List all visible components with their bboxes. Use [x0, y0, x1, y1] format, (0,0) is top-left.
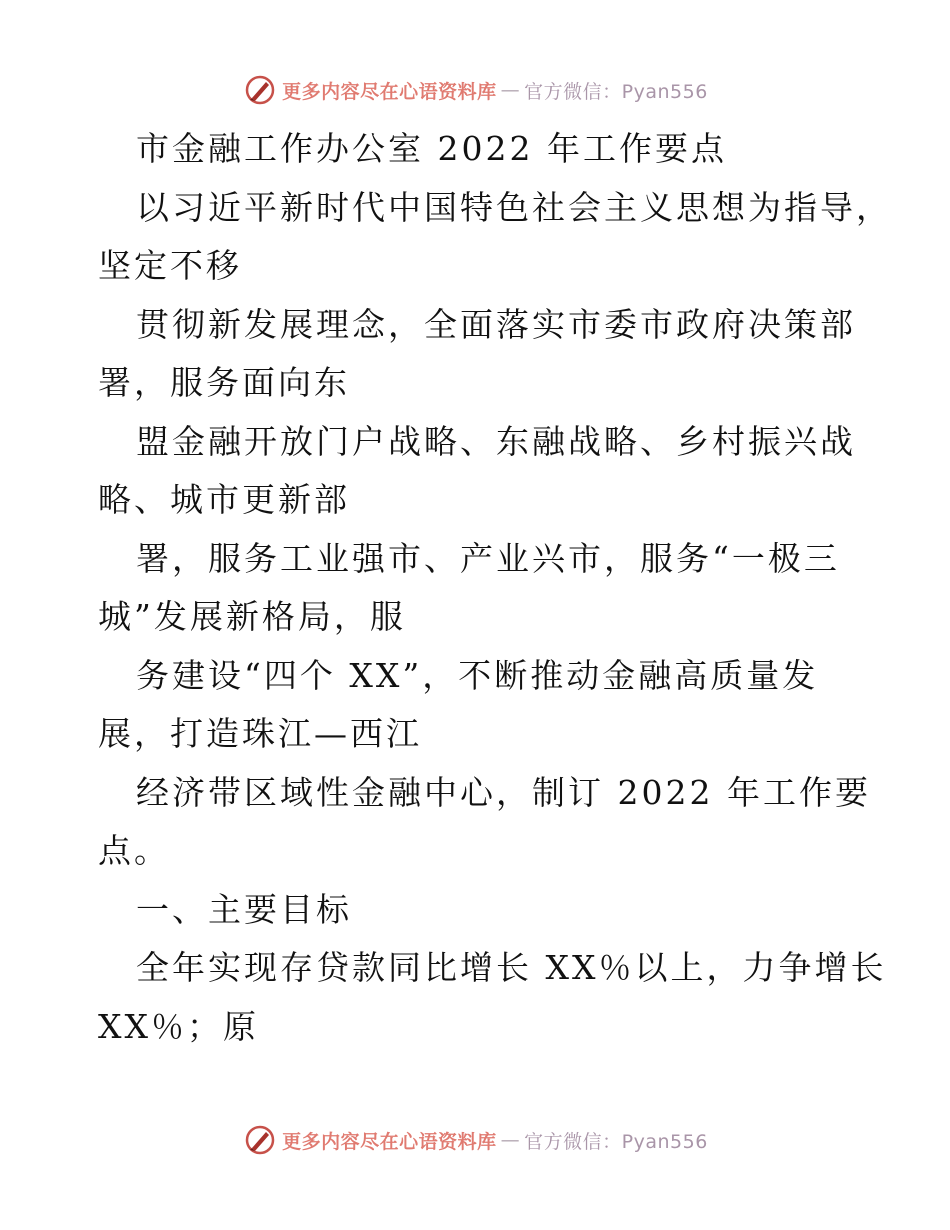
document-line: 全年实现存贷款同比增长 XX％以上，力争增长: [136, 948, 887, 987]
document-line: 经济带区域性金融中心，制订 2022 年工作要: [136, 772, 871, 812]
document-line: 署，服务工业强市、产业兴市，服务“一极三: [136, 538, 840, 578]
document-line: XX％；原: [98, 1006, 259, 1046]
document-line: 展，打造珠江—西江: [98, 714, 422, 753]
watermark-separator: —: [500, 79, 521, 101]
document-line: 坚定不移: [98, 246, 242, 285]
header-watermark: [0, 70, 950, 110]
document-line: 署，服务面向东: [98, 363, 350, 402]
document-line: 以习近平新时代中国特色社会主义思想为指导，: [136, 187, 892, 227]
pen-logo-icon: [242, 72, 278, 108]
watermark-wechat-text: 官方微信：Pyan556: [524, 80, 708, 103]
watermark-site-text: 更多内容尽在心语资料库: [282, 80, 497, 103]
document-line: 城”发展新格局，服: [98, 597, 406, 636]
document-line: 一、主要目标: [136, 889, 352, 929]
pen-logo-icon: [242, 1122, 278, 1158]
document-line: 贯彻新发展理念，全面落实市委市政府决策部: [136, 304, 856, 344]
document-line: 盟金融开放门户战略、东融战略、乡村振兴战: [136, 421, 856, 461]
watermark-wechat-text: 官方微信：Pyan556: [524, 1130, 708, 1153]
document-line: 市金融工作办公室 2022 年工作要点: [136, 129, 727, 168]
watermark-site-text: 更多内容尽在心语资料库: [282, 1130, 497, 1153]
document-line: 点。: [98, 831, 170, 870]
footer-watermark: [0, 1120, 950, 1160]
document-body: [98, 120, 892, 1056]
watermark-separator: —: [500, 1129, 521, 1151]
document-line: 略、城市更新部: [98, 480, 350, 519]
document-line: 务建设“四个 XX”，不断推动金融高质量发: [136, 655, 819, 695]
